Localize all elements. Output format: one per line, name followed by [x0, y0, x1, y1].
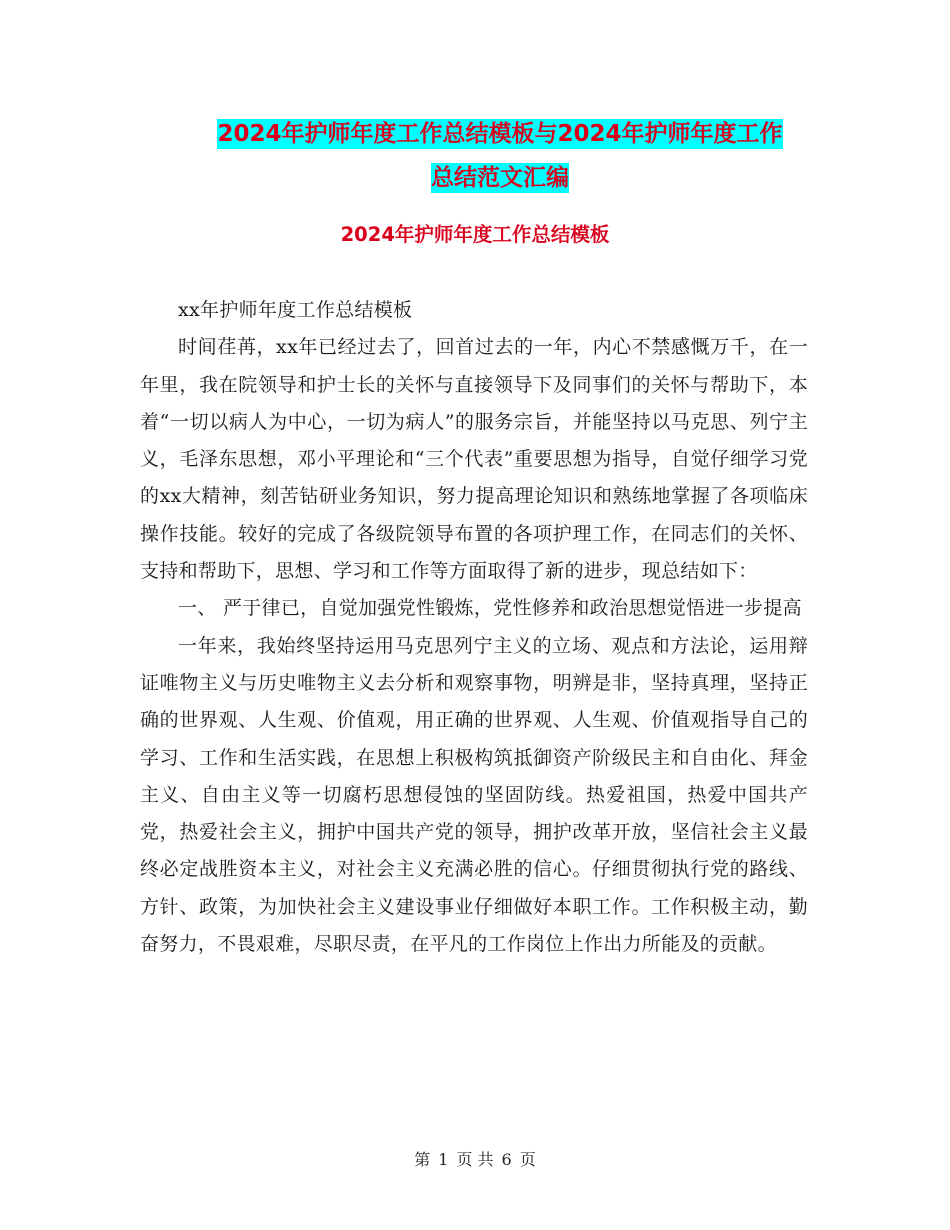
document-body [140, 292, 808, 963]
footer-page-current: 1 [438, 1150, 449, 1169]
footer-suffix: 页 [519, 1150, 536, 1169]
footer-page-total: 6 [501, 1150, 512, 1169]
document-title-line1: 2024年护师年度工作总结模板与2024年护师年度工作 [217, 121, 783, 147]
footer-mid: 页 共 [456, 1150, 494, 1169]
paragraph-intro: 时间荏苒，xx年已经过去了，回首过去的一年，内心不禁感慨万千，在一年里，我在院领导和护士长的关怀与直接领导下及同事们的关怀与帮助下，本着“一切以病人为中心，一切为病人”的服务宗旨，并能坚持以马克思、列宁主义，毛泽东思想，邓小平理论和“三个代表”重要思想为指导，自觉仔细学习党的xx大精神，刻苦钻研业务知识，努力提高理论知识和熟练地掌握了各项临床操作技能。较好的完成了各级院领导布置的各项护理工作，在同志们的关怀、支持和帮助下，思想、学习和工作等方面取得了新的进步，现总结如下： [140, 336, 808, 583]
paragraph-section-one-body: 一年来，我始终坚持运用马克思列宁主义的立场、观点和方法论，运用辩证唯物主义与历史唯物主义去分析和观察事物，明辨是非，坚持真理，坚持正确的世界观、人生观、价值观，用正确的世界观、人生观、价值观指导自己的学习、工作和生活实践，在思想上积极构筑抵御资产阶级民主和自由化、拜金主义、自由主义等一切腐朽思想侵蚀的坚固防线。热爱祖国，热爱中国共产党，热爱社会主义，拥护中国共产党的领导，拥护改革开放，坚信社会主义最终必定战胜资本主义，对社会主义充满必胜的信心。仔细贯彻执行党的路线、方针、政策，为加快社会主义建设事业仔细做好本职工作。工作积极主动，勤奋努力，不畏艰难，尽职尽责，在平凡的工作岗位上作出力所能及的贡献。 [140, 634, 808, 956]
paragraph-section-one-heading: 一、 严于律已，自觉加强党性锻炼，党性修养和政治思想觉悟进一步提高 [178, 597, 802, 620]
document-title-line2: 总结范文汇编 [431, 165, 569, 191]
section-title: 2024年护师年度工作总结模板 [340, 223, 610, 246]
page-footer [0, 1150, 950, 1170]
footer-prefix: 第 [414, 1150, 431, 1169]
paragraph-heading: xx年护师年度工作总结模板 [178, 299, 413, 321]
document-title [140, 112, 860, 200]
